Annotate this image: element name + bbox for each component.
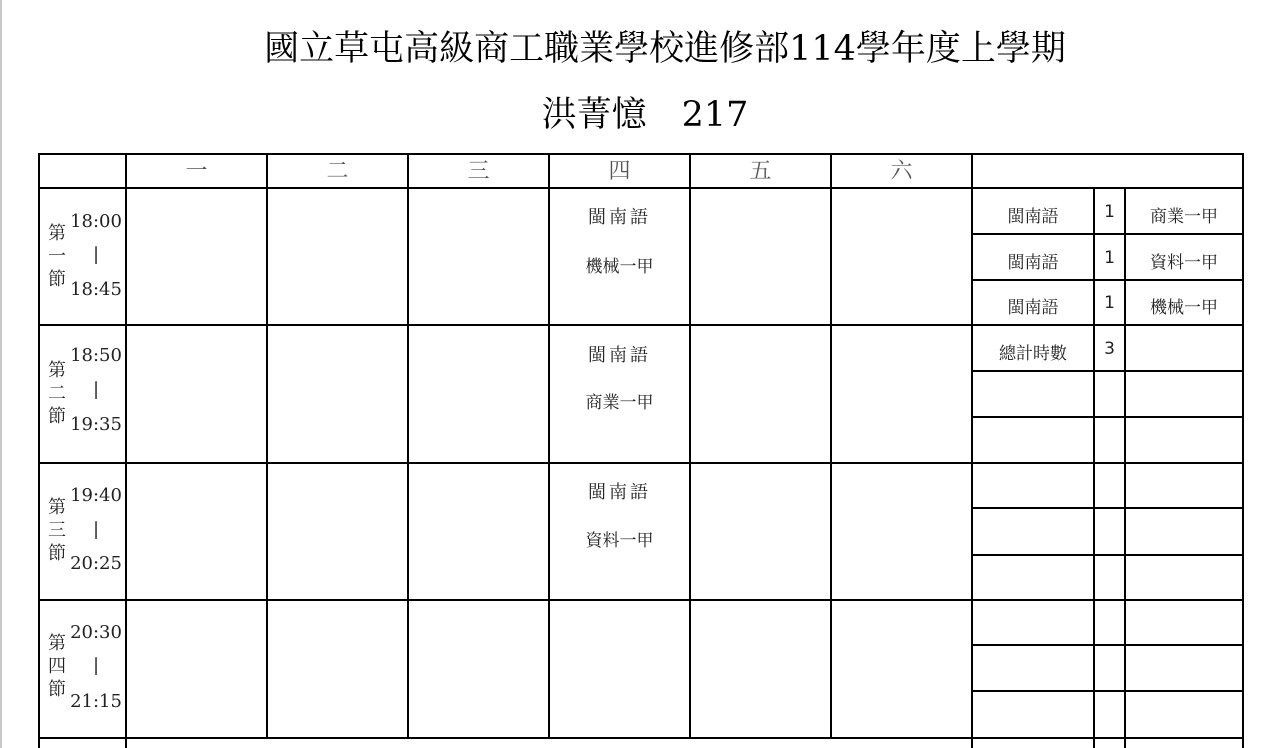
day-header-thu: 四 [608,159,631,184]
grid-line [38,153,1244,155]
period-start: 19:40 [70,485,122,506]
grid-line [971,233,1244,235]
day-header-mon: 一 [185,159,208,184]
period-start: 18:50 [70,345,122,366]
grid-line [971,690,1244,692]
grid-line [38,599,973,601]
summary-hours: 1 [1104,293,1115,313]
day-header-fri: 五 [749,159,772,184]
day-header-wed: 三 [467,159,490,184]
period-label: 第 四 節 [48,633,66,700]
grid-line [971,554,1244,556]
day-header-tue: 二 [326,159,349,184]
class-name: 資料一甲 [585,531,654,551]
grid-line [38,153,40,748]
summary-class: 商業一甲 [1150,207,1218,227]
grid-line [1093,187,1095,748]
summary-class: 資料一甲 [1150,253,1218,273]
class-name: 機械一甲 [585,257,654,277]
grid-line [38,737,1244,739]
period-sep: | [92,655,100,676]
period-end: 19:35 [70,414,122,435]
grid-line [971,153,973,748]
teacher-room-subtitle: 洪菁憶 217 [541,95,749,135]
period-end: 20:25 [70,553,122,574]
grid-line [971,324,1244,326]
grid-line [971,644,1244,646]
grid-line [971,416,1244,418]
summary-subject: 閩南語 [1007,207,1059,227]
period-sep: | [92,244,100,265]
period-sep: | [92,519,100,540]
grid-line [971,279,1244,281]
summary-subject: 閩南語 [1007,253,1059,273]
class-subject: 閩南語 [588,345,651,366]
grid-line [689,153,691,739]
grid-line [971,462,1244,464]
class-name: 商業一甲 [585,393,654,413]
grid-line [1242,153,1244,748]
period-end: 21:15 [70,691,122,712]
grid-line [971,370,1244,372]
grid-line [125,153,127,748]
class-subject: 閩南語 [588,207,651,228]
period-label: 第 一 節 [48,223,66,290]
summary-total-hours: 3 [1104,339,1115,359]
page-title: 國立草屯高級商工職業學校進修部114學年度上學期 [264,29,1066,69]
summary-subject: 閩南語 [1007,298,1059,318]
period-sep: | [92,379,100,400]
grid-line [407,153,409,739]
grid-line [38,462,973,464]
grid-line [266,153,268,739]
grid-line [971,599,1244,601]
day-header-sat: 六 [890,159,913,184]
grid-line [830,153,832,739]
period-start: 20:30 [70,622,122,643]
grid-line [548,153,550,739]
class-subject: 閩南語 [588,482,651,503]
summary-total-label: 總計時數 [999,344,1067,364]
grid-line [971,507,1244,509]
period-label: 第 三 節 [48,497,66,564]
period-start: 18:00 [70,211,122,232]
period-label: 第 二 節 [48,360,66,427]
period-end: 18:45 [70,279,122,300]
summary-hours: 1 [1104,248,1115,268]
summary-hours: 1 [1104,202,1115,222]
summary-class: 機械一甲 [1150,298,1218,318]
grid-line [38,324,973,326]
